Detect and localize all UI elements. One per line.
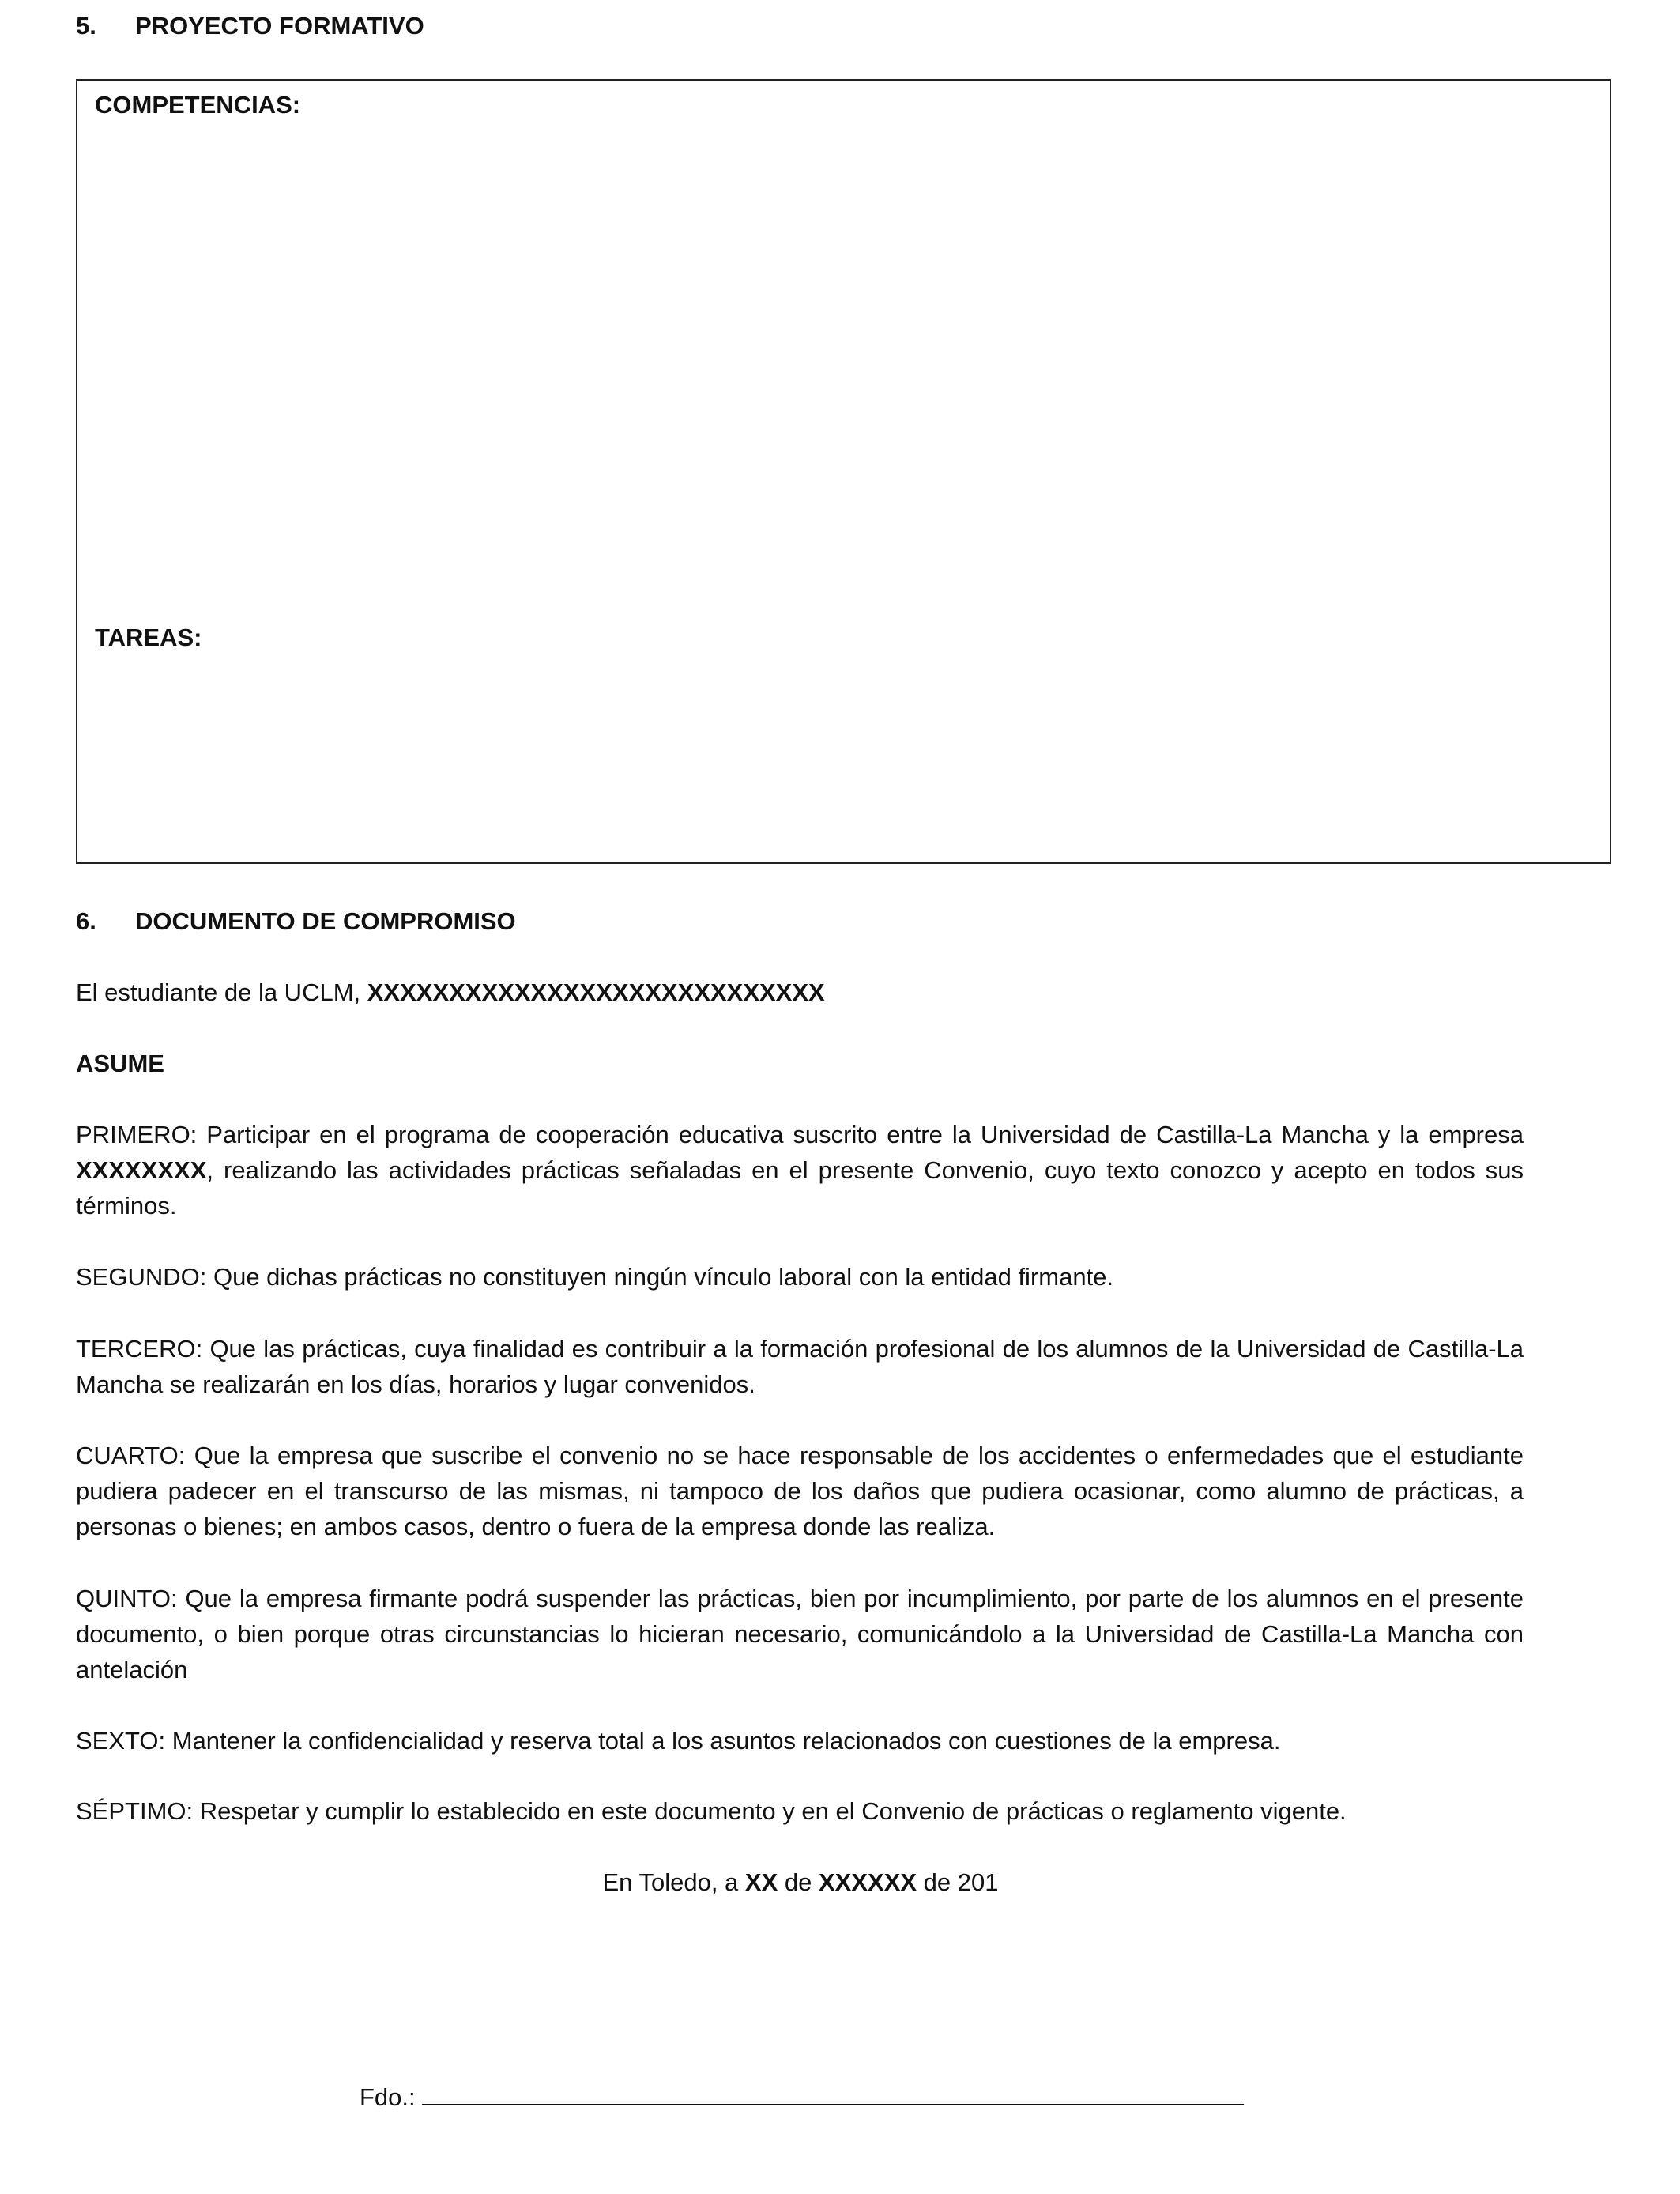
signature-blank bbox=[422, 2080, 1244, 2105]
student-prefix: El estudiante de la UCLM, bbox=[76, 978, 367, 1006]
proyecto-formativo-box bbox=[76, 79, 1611, 864]
section-5-number: 5. bbox=[76, 12, 96, 40]
signature-line bbox=[360, 2079, 1244, 2115]
primero-text-start: PRIMERO: Participar en el programa de cooperación educativa suscrito entre la Universidad de Castilla-La Mancha y la empresa bbox=[76, 1121, 1524, 1148]
clause-primero bbox=[76, 1117, 1524, 1223]
signature-label: Fdo.: bbox=[360, 2083, 416, 2111]
clause-segundo: SEGUNDO: Que dichas prácticas no constituyen ningún vínculo laboral con la entidad firmante. bbox=[76, 1263, 1114, 1291]
section-6-heading bbox=[76, 907, 516, 937]
section-6-number: 6. bbox=[76, 907, 96, 935]
clause-quinto: QUINTO: Que la empresa firmante podrá suspender las prácticas, bien por incumplimiento, por parte de los alumnos en el presente documento, o bien porque otras circunstancias lo hicieran necesario, comunicándolo a la Universidad de Castilla-La Mancha con antelación bbox=[76, 1585, 1524, 1683]
asume-heading: ASUME bbox=[76, 1050, 164, 1077]
student-name: XXXXXXXXXXXXXXXXXXXXXXXXXXXX bbox=[367, 978, 825, 1006]
date-de: de bbox=[778, 1868, 819, 1896]
primero-text-end: , realizando las actividades prácticas señaladas en el presente Convenio, cuyo texto conozco y acepto en todos sus términos. bbox=[76, 1156, 1524, 1220]
date-month: XXXXXX bbox=[818, 1868, 917, 1896]
section-5-title: PROYECTO FORMATIVO bbox=[135, 12, 424, 40]
date-day: XX bbox=[744, 1868, 778, 1896]
tareas-label: TAREAS: bbox=[95, 624, 202, 651]
clause-septimo: SÉPTIMO: Respetar y cumplir lo establecido en este documento y en el Convenio de prácticas o reglamento vigente. bbox=[76, 1797, 1347, 1825]
section-5-heading bbox=[76, 11, 424, 41]
date-line bbox=[0, 1864, 1680, 1900]
student-line bbox=[76, 974, 825, 1010]
clause-sexto: SEXTO: Mantener la confidencialidad y reserva total a los asuntos relacionados con cuestiones de la empresa. bbox=[76, 1727, 1281, 1755]
date-year: de 201 bbox=[917, 1868, 999, 1896]
date-place: En Toledo, a bbox=[602, 1868, 745, 1896]
clause-cuarto: CUARTO: Que la empresa que suscribe el convenio no se hace responsable de los accidentes o enfermedades que el estudiante pudiera padecer en el transcurso de las mismas, ni tampoco de los daños que pudiera ocasionar, como alumno de prácticas, a personas o bienes; en ambos casos, dentro o fuera de la empresa donde las realiza. bbox=[76, 1442, 1524, 1540]
primero-company: XXXXXXXX bbox=[76, 1156, 207, 1184]
competencias-label: COMPETENCIAS: bbox=[95, 91, 301, 119]
section-6-title: DOCUMENTO DE COMPROMISO bbox=[135, 907, 516, 935]
clause-tercero: TERCERO: Que las prácticas, cuya finalidad es contribuir a la formación profesional de los alumnos de la Universidad de Castilla-La Mancha se realizarán en los días, horarios y lugar convenidos. bbox=[76, 1335, 1524, 1398]
